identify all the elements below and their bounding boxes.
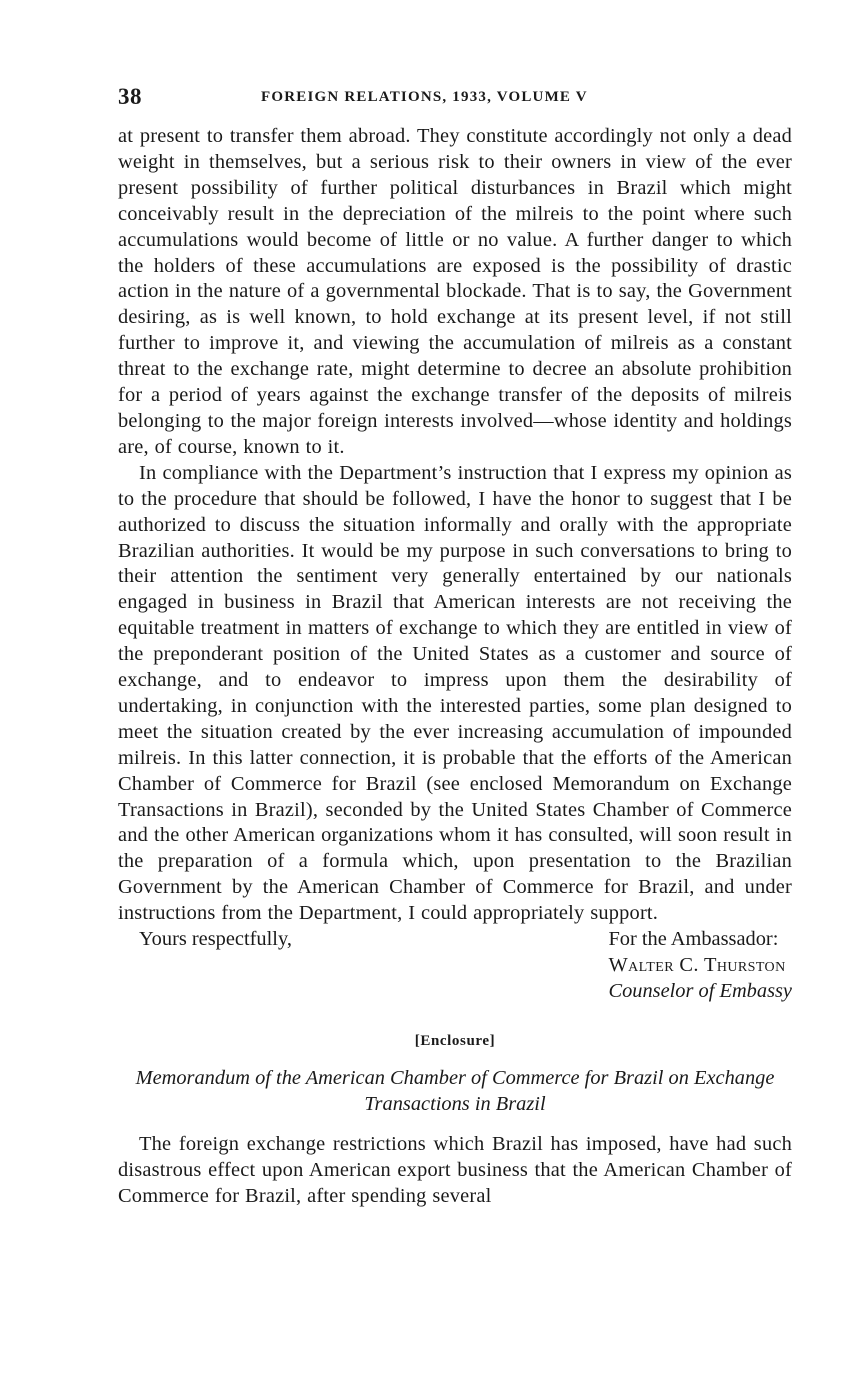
- closing-block: [118, 927, 792, 1005]
- signature-block: [608, 927, 792, 1005]
- for-ambassador-line: For the Ambassador:: [608, 928, 779, 951]
- body-paragraph-1: at present to transfer them abroad. They constitute accordingly not only a dead weight in themselves, but a serious risk to their owners in view of the ever present possibility of further political disturbances in Brazil which might conceivably result in the depreciation of the milreis to the point where such accumulations would become of little or no value. A further danger to which the holders of these accumulations are exposed is the possibility of drastic action in the nature of a governmental blockade. That is to say, the Government desiring, as is well known, to hold exchange at its present level, if not still further to improve it, and viewing the accumulation of milreis as a constant threat to the exchange rate, might determine to decree an absolute prohibition for a period of years against the exchange transfer of the deposits of milreis belonging to the major foreign interests involved—whose identity and holdings are, of course, known to it.: [118, 125, 792, 458]
- body-paragraph-2: In compliance with the Department’s instruction that I express my opinion as to the procedure that should be followed, I have the honor to suggest that I be authorized to discuss the situation informally and orally with the appropriate Brazilian authorities. It would be my purpose in such conversations to bring to their attention the sentiment very generally entertained by our nationals engaged in business in Brazil that American interests are not receiving the equitable treatment in matters of exchange to which they are entitled in view of the preponderant position of the United States as a customer and source of exchange, and to endeavor to impress upon them the desirability of undertaking, in conjunction with the interested parties, some plan designed to meet the situation created by the ever increasing accumulation of impounded milreis. In this latter connection, it is probable that the efforts of the American Chamber of Commerce for Brazil (see enclosed Memorandum on Exchange Transactions in Brazil), seconded by the United States Chamber of Commerce and the other American organizations whom it has consulted, will soon result in the preparation of a formula which, upon presentation to the Brazilian Government by the American Chamber of Commerce for Brazil, and under instructions from the Department, I could appropriately support.: [118, 461, 792, 925]
- document-page: [118, 84, 792, 1210]
- running-title: FOREIGN RELATIONS, 1933, VOLUME V: [261, 89, 588, 105]
- memo-paragraph-1: The foreign exchange restrictions which Brazil has imposed, have had such disastrous effect upon American export business that the American Chamber of Commerce for Brazil, after spending several: [118, 1132, 792, 1207]
- page-number: 38: [118, 84, 142, 109]
- enclosure-label: [Enclosure]: [414, 1033, 496, 1050]
- running-header: [118, 84, 792, 114]
- signer-title: Counselor of Embassy: [608, 979, 792, 1002]
- memo-title: Memorandum of the American Chamber of Commerce for Brazil on Exchange Transactions in Brazil: [135, 1067, 775, 1115]
- signer-name: Walter C. Thurston: [608, 954, 786, 976]
- salutation: Yours respectfully,: [139, 928, 292, 951]
